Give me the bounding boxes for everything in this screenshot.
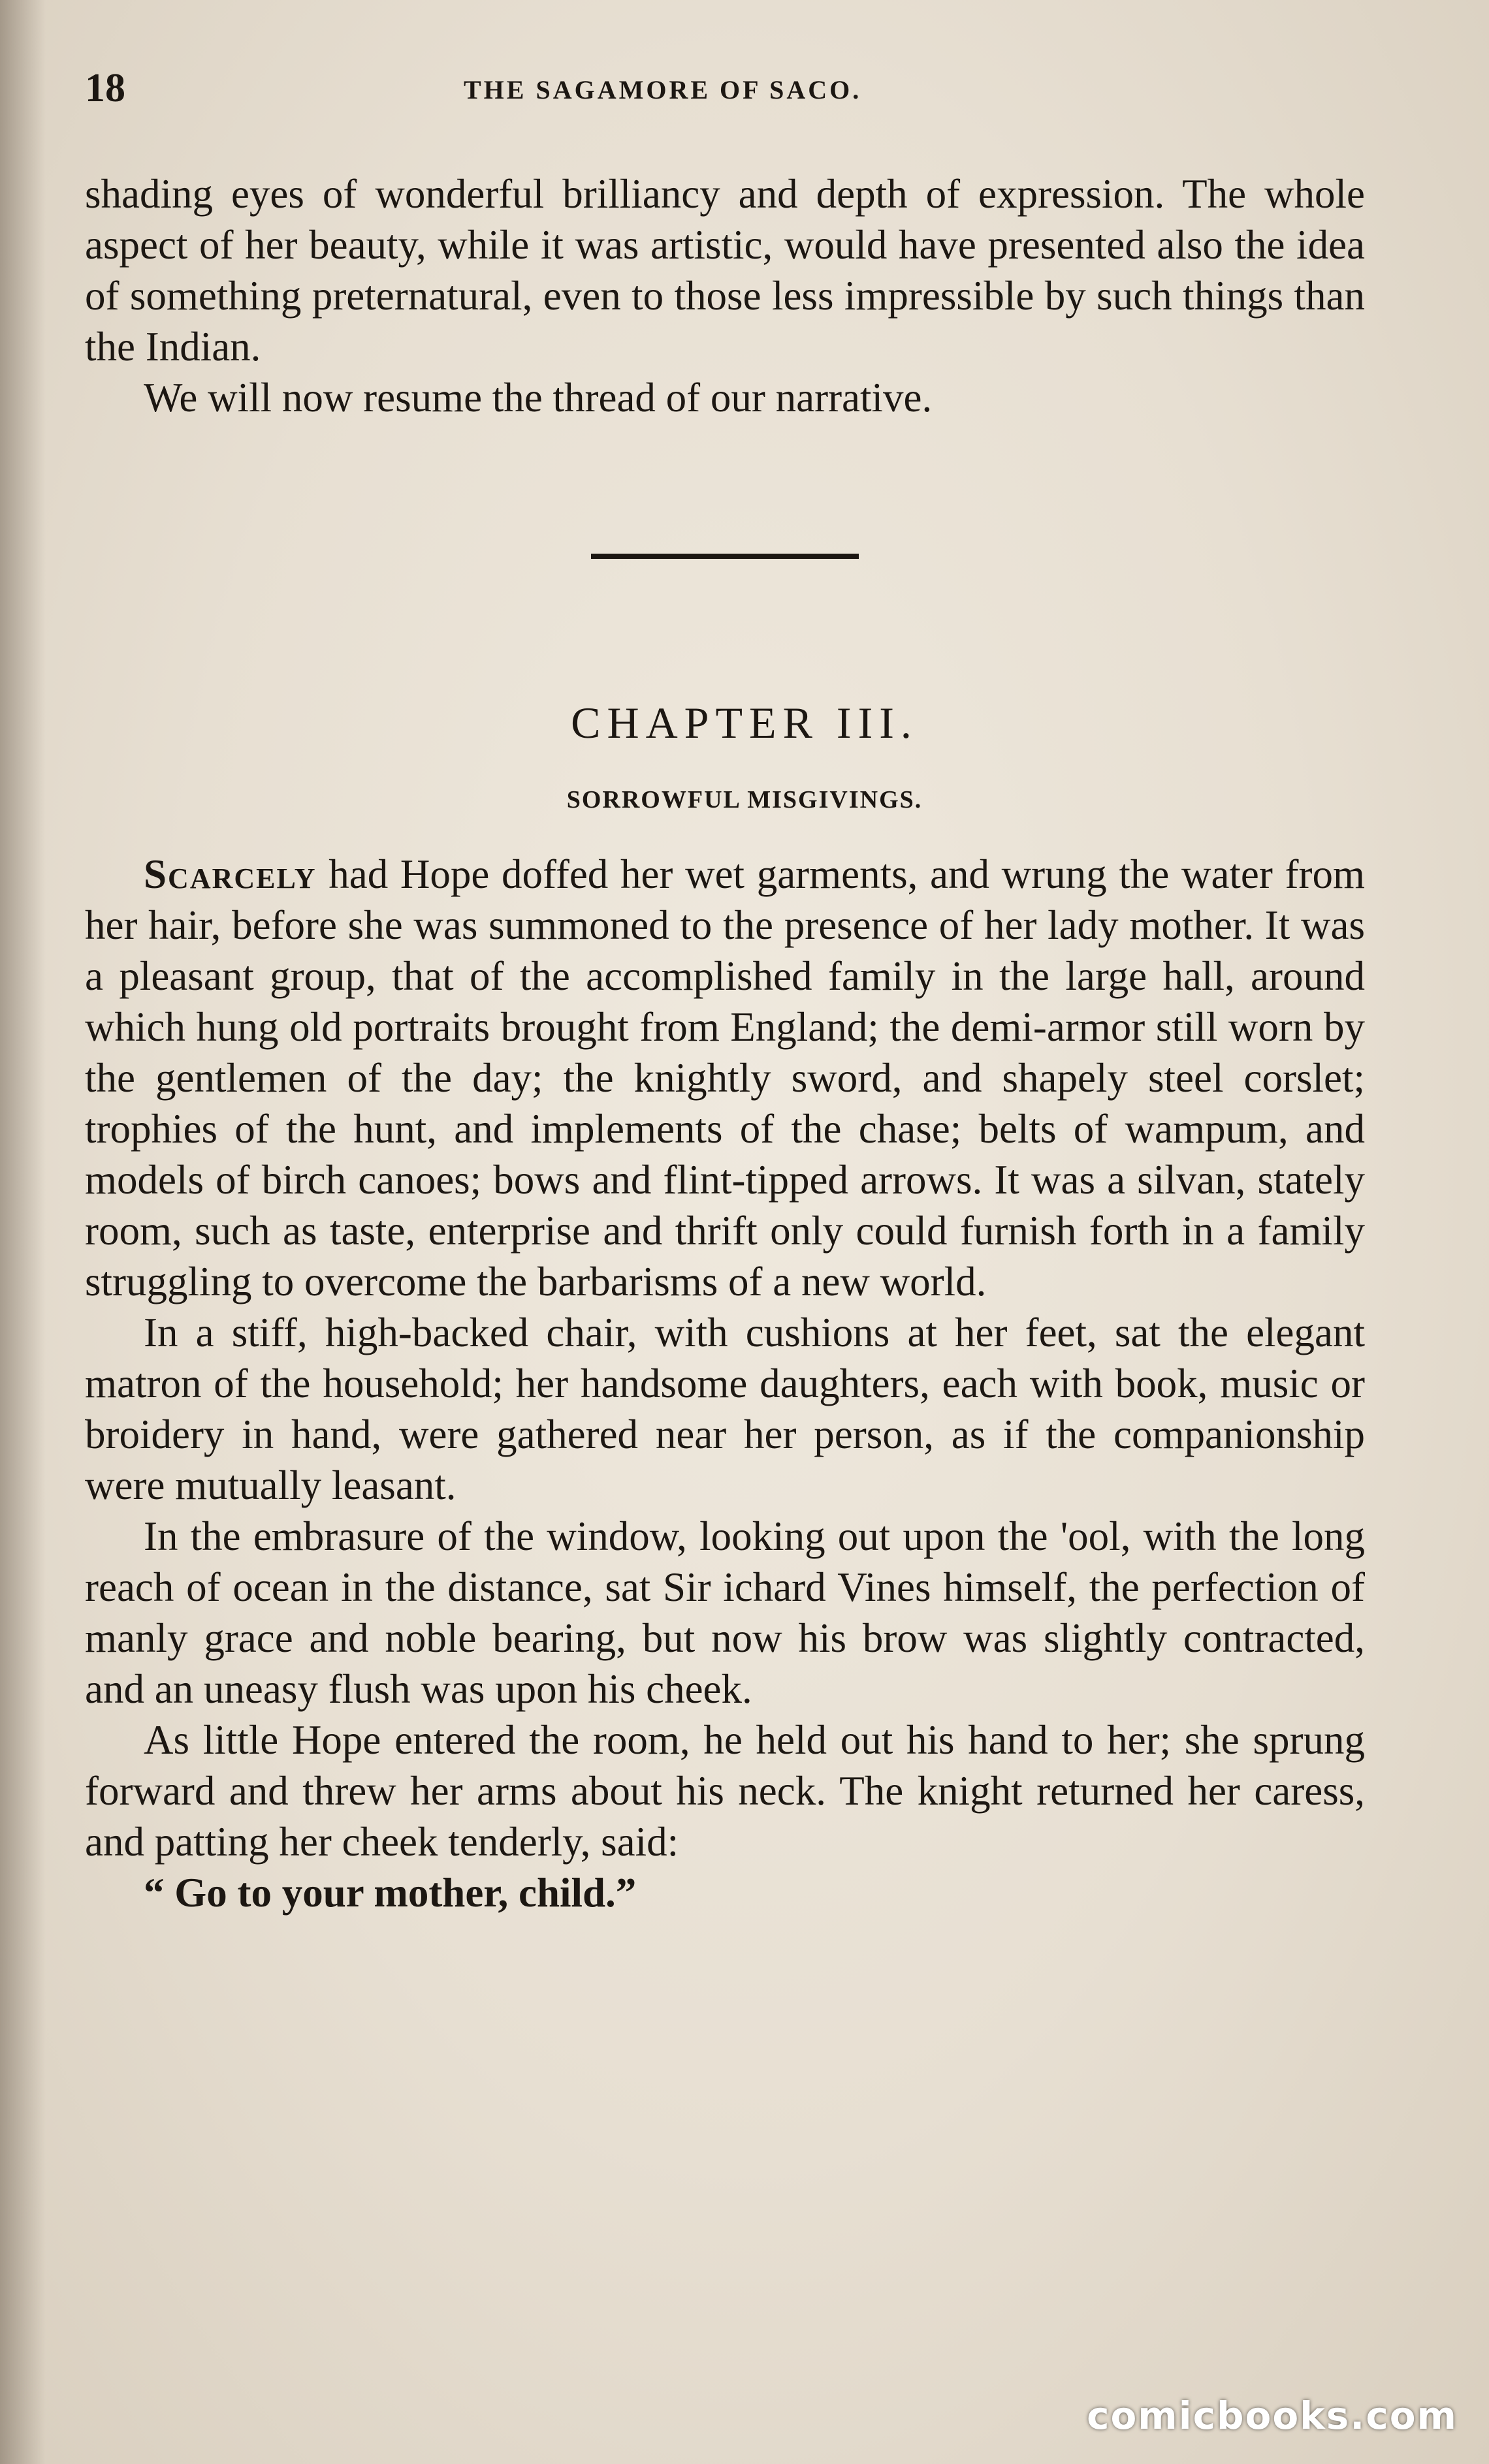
chapter-subtitle: SORROWFUL MISGIVINGS. <box>566 786 923 813</box>
section-divider-rule <box>591 554 859 559</box>
paragraph: shading eyes of wonderful brilliancy and depth of expression. The whole aspect of her beauty, while it was artistic, would have presented also the idea of something preternatural, even to those less impressible by such things than the Indian. <box>85 171 1365 370</box>
watermark: comicbooks.com <box>1087 2393 1458 2438</box>
paragraph: We will now resume the thread of our narrative. <box>144 375 933 420</box>
paragraph: In the embrasure of the window, looking out upon the 'ool, with the long reach of ocean in the distance, sat Sir ichard Vines himself, the perfection of manly grace and noble bearing, but now his brow was slightly contracted, and an uneasy flush was upon his cheek. <box>85 1513 1365 1712</box>
paragraph-text: had Hope doffed her wet garments, and wrung the water from her hair, before she was summoned to the presence of her lady mother. It was a pleasant group, that of the accomplished family in the large hall, around which hung old portraits brought from England; the demi-armor still worn by the gentlemen of the day; the knightly sword, and shapely steel corslet; trophies of the hunt, and implements of the chase; belts of wampum, and models of birch canoes; bows and flint-tipped arrows. It was a silvan, stately room, such as taste, enterprise and thrift only could furnish forth in a family struggling to overcome the barbarisms of a new world. <box>85 851 1365 1304</box>
paragraph: In a stiff, high-backed chair, with cushions at her feet, sat the elegant matron of the household; her handsome daughters, each with book, music or broidery in hand, were gathered near her person, as if the companionship were mutually leasant. <box>85 1310 1365 1508</box>
running-title: THE SAGAMORE OF SACO. <box>464 75 862 104</box>
previous-chapter-ending <box>85 168 1365 423</box>
spine-shadow <box>0 0 46 2464</box>
chapter-heading: CHAPTER III. <box>571 698 918 748</box>
paragraph <box>85 849 1365 1307</box>
chapter-body <box>85 849 1365 1918</box>
paragraph: “ Go to your mother, child.” <box>144 1870 637 1916</box>
drop-lead-word: Scarcely <box>144 851 317 897</box>
running-head <box>85 65 1378 124</box>
paragraph: As little Hope entered the room, he held out his hand to her; she sprung forward and threw her arms about his neck. The knight returned her caress, and patting her cheek tenderly, said: <box>85 1717 1365 1865</box>
page-number: 18 <box>85 66 125 110</box>
